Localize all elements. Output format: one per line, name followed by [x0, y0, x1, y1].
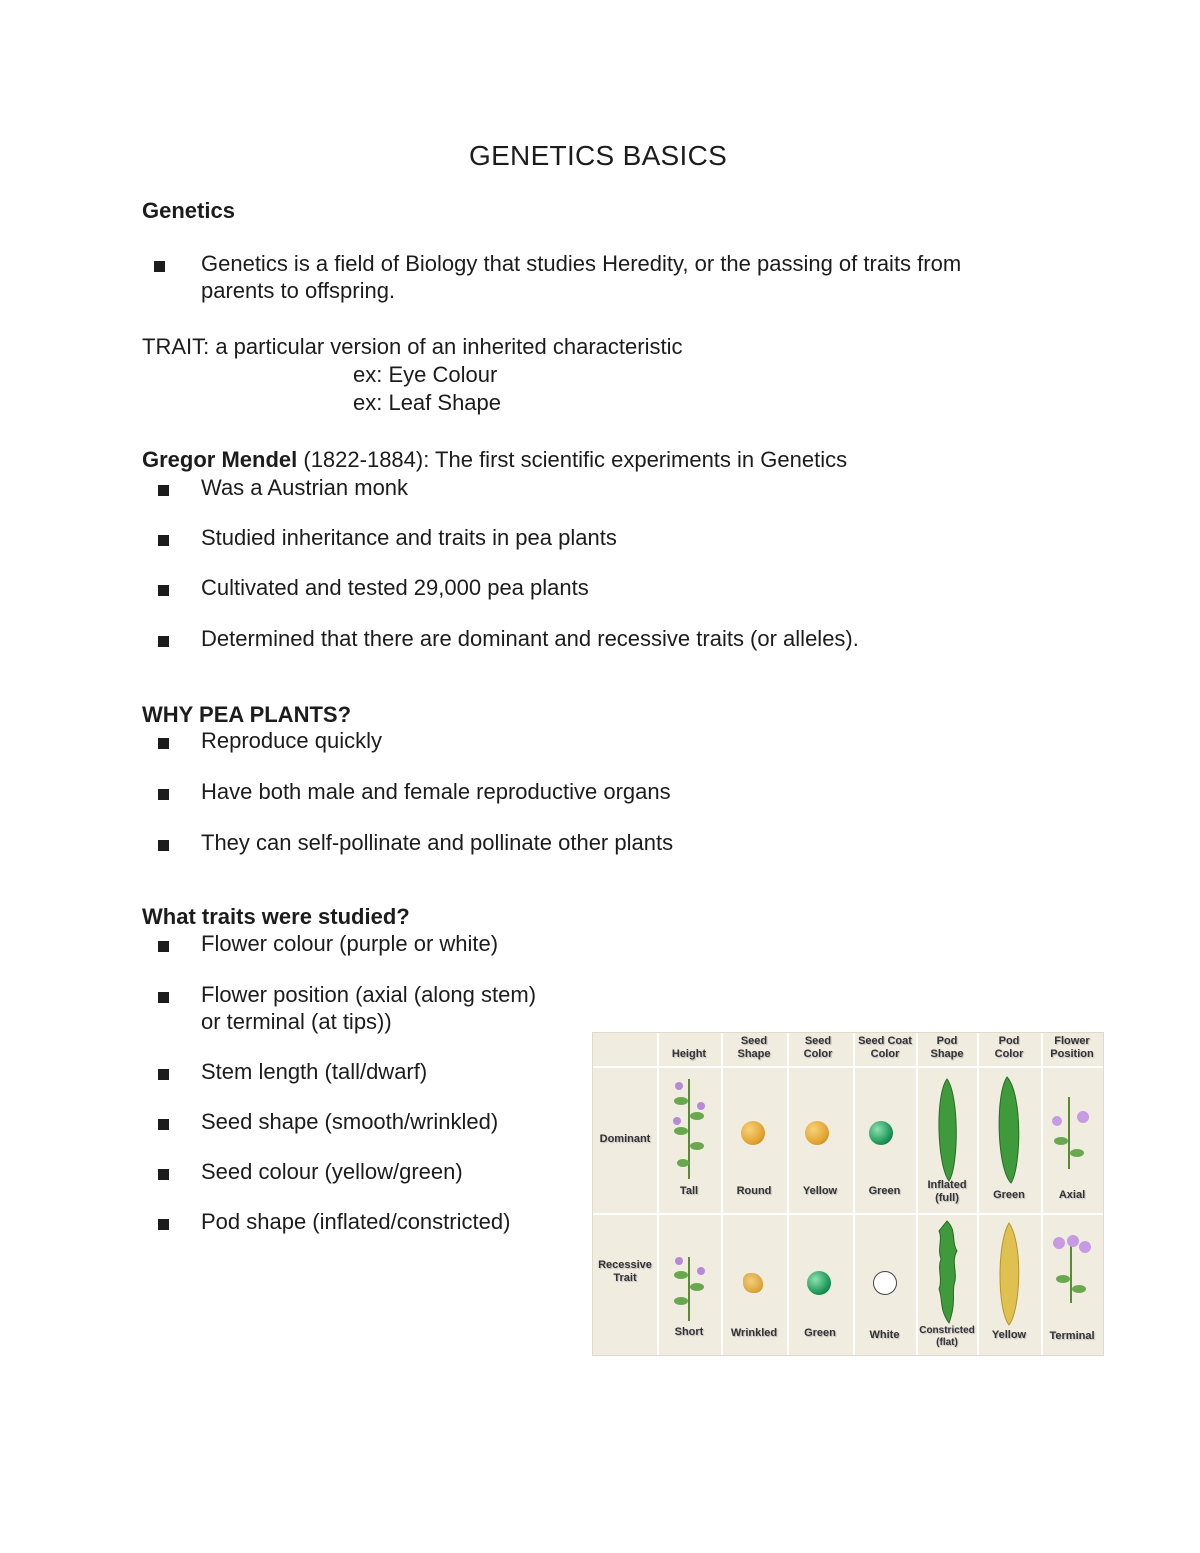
list-item: Cultivated and tested 29,000 pea plants: [201, 575, 589, 600]
list-item: Have both male and female reproductive organs: [201, 779, 671, 804]
mendel-heading: [142, 447, 847, 473]
bullet-icon: [158, 1169, 169, 1180]
list-item: Studied inheritance and traits in pea plants: [201, 525, 617, 550]
recessive-seed-shape-label: Wrinkled: [730, 1327, 778, 1339]
genetics-heading: Genetics: [142, 198, 235, 223]
mendel-name: Gregor Mendel: [142, 447, 298, 472]
bullet-icon: [158, 636, 169, 647]
round-seed-icon: [741, 1121, 765, 1145]
yellow-pod-icon: [991, 1219, 1027, 1329]
bullet-icon: [158, 941, 169, 952]
dominant-flower-position-label: Axial: [1058, 1189, 1086, 1201]
bullet-icon: [158, 535, 169, 546]
yellow-seed-icon: [805, 1121, 829, 1145]
bullet-icon: [158, 585, 169, 596]
dominant-height-label: Tall: [679, 1185, 699, 1197]
traits-studied-heading: What traits were studied?: [142, 904, 410, 929]
recessive-seed-coat-label: White: [869, 1329, 900, 1341]
column-header-pod-shape: Pod Shape: [930, 1035, 964, 1060]
white-seed-coat-icon: [873, 1271, 897, 1295]
terminal-flower-icon: [1047, 1233, 1097, 1305]
column-header-flower-position: Flower Position: [1050, 1035, 1094, 1060]
dominant-seed-coat-label: Green: [868, 1185, 901, 1197]
bullet-icon: [158, 789, 169, 800]
list-item: Determined that there are dominant and recessive traits (or alleles).: [201, 626, 859, 651]
short-plant-icon: [663, 1251, 715, 1323]
bullet-icon: [158, 1069, 169, 1080]
recessive-pod-shape-label: Constricted (flat): [919, 1325, 975, 1348]
green-seed-coat-icon: [869, 1121, 893, 1145]
recessive-seed-color-label: Green: [804, 1327, 836, 1339]
bullet-icon: [158, 738, 169, 749]
recessive-height-label: Short: [674, 1326, 704, 1338]
bullet-icon: [158, 1119, 169, 1130]
list-item: Pod shape (inflated/constricted): [201, 1209, 511, 1234]
recessive-pod-color-label: Yellow: [991, 1329, 1027, 1341]
green-pod-icon: [991, 1073, 1027, 1188]
bullet-icon: [154, 261, 165, 272]
row-label-dominant: Dominant: [599, 1133, 651, 1145]
bullet-icon: [158, 992, 169, 1003]
wrinkled-seed-icon: [743, 1273, 763, 1293]
column-header-pod-color: Pod Color: [994, 1035, 1024, 1060]
bullet-icon: [158, 840, 169, 851]
genetics-definition-line1: Genetics is a field of Biology that studies Heredity, or the passing of traits from: [201, 251, 962, 276]
column-header-seed-color: Seed Color: [803, 1035, 833, 1060]
list-item: They can self-pollinate and pollinate other plants: [201, 830, 674, 855]
why-pea-plants-heading: WHY PEA PLANTS?: [142, 702, 352, 727]
list-item-continuation: or terminal (at tips)): [201, 1009, 392, 1034]
list-item: Flower colour (purple or white): [201, 931, 499, 956]
bullet-icon: [158, 1219, 169, 1230]
list-item: Stem length (tall/dwarf): [201, 1059, 428, 1084]
trait-example-1: ex: Eye Colour: [353, 362, 498, 387]
genetics-definition-line2: parents to offspring.: [201, 278, 396, 303]
dominant-pod-shape-label: Inflated (full): [927, 1179, 967, 1204]
row-label-recessive: Recessive Trait: [598, 1259, 652, 1284]
mendel-description: (1822-1884): The first scientific experiments in Genetics: [297, 447, 848, 472]
dominant-seed-color-label: Yellow: [802, 1185, 838, 1197]
list-item: Seed shape (smooth/wrinkled): [201, 1109, 499, 1134]
bullet-icon: [158, 485, 169, 496]
trait-definition: TRAIT: a particular version of an inherited characteristic: [142, 334, 683, 359]
column-header-seed-shape: Seed Shape: [737, 1035, 771, 1060]
constricted-pod-icon: [929, 1219, 965, 1327]
column-header-height: Height: [671, 1048, 707, 1060]
list-item: Was a Austrian monk: [201, 475, 409, 500]
tall-plant-icon: [659, 1071, 719, 1181]
axial-flower-icon: [1045, 1091, 1097, 1171]
list-item: Reproduce quickly: [201, 728, 382, 753]
trait-example-2: ex: Leaf Shape: [353, 390, 502, 415]
dominant-seed-shape-label: Round: [736, 1185, 772, 1197]
recessive-flower-position-label: Terminal: [1049, 1330, 1095, 1342]
dominant-pod-color-label: Green: [993, 1189, 1025, 1201]
mendel-traits-figure: [592, 1032, 1104, 1356]
page-title: GENETICS BASICS: [469, 140, 728, 171]
list-item: Flower position (axial (along stem): [201, 982, 537, 1007]
column-header-seed-coat-color: Seed Coat Color: [858, 1035, 912, 1060]
inflated-pod-icon: [929, 1075, 965, 1185]
green-seed-icon: [807, 1271, 831, 1295]
list-item: Seed colour (yellow/green): [201, 1159, 463, 1184]
